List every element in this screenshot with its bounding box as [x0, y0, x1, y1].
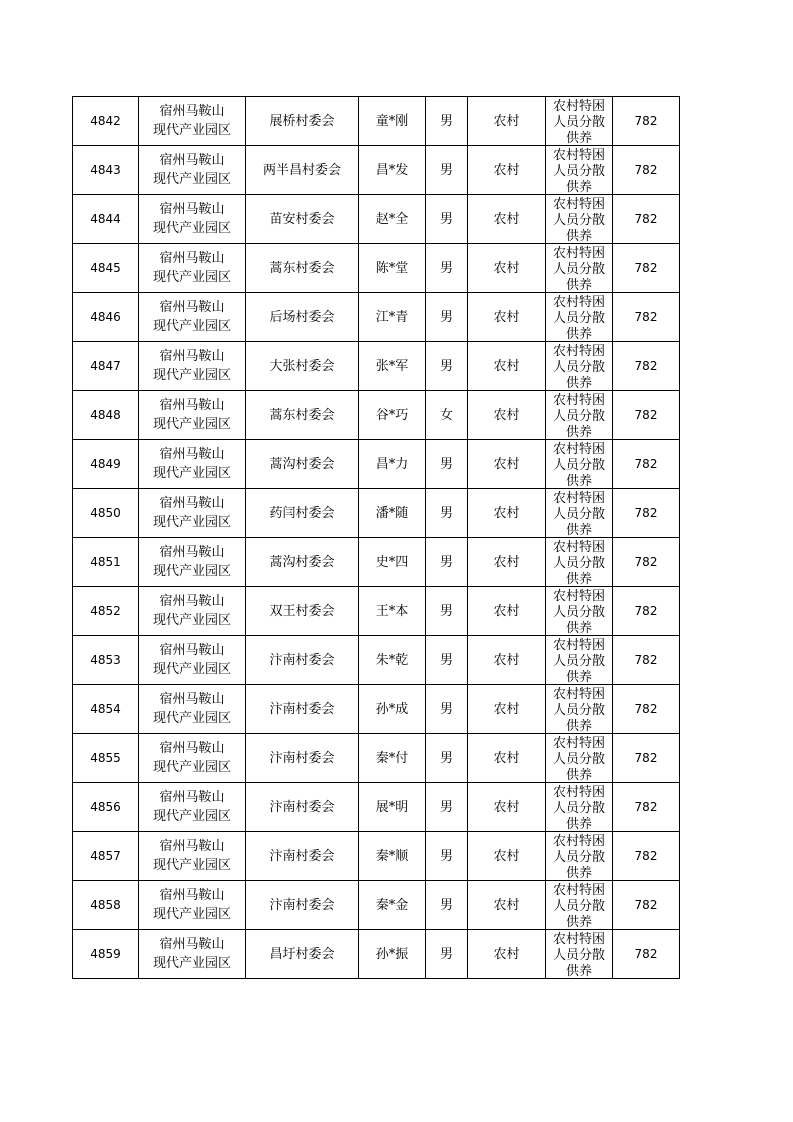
table-body	[73, 97, 680, 979]
village-committee-cell: 汴南村委会	[246, 881, 359, 930]
gender-cell: 男	[426, 734, 468, 783]
amount-cell: 782	[613, 342, 680, 391]
gender-cell: 男	[426, 783, 468, 832]
area-cell: 宿州马鞍山 现代产业园区	[139, 440, 246, 489]
support-category-text: 农村特困 人员分散 供养	[552, 490, 605, 537]
amount-cell: 782	[613, 587, 680, 636]
table-row	[73, 195, 680, 244]
village-committee-cell: 汴南村委会	[246, 685, 359, 734]
village-committee-cell: 后场村委会	[246, 293, 359, 342]
gender-cell: 男	[426, 146, 468, 195]
table-row	[73, 440, 680, 489]
village-committee-cell: 蒿沟村委会	[246, 538, 359, 587]
support-category-cell	[546, 489, 613, 538]
area-cell: 宿州马鞍山 现代产业园区	[139, 195, 246, 244]
support-category-text: 农村特困 人员分散 供养	[552, 98, 605, 145]
support-category-cell	[546, 195, 613, 244]
village-committee-cell: 汴南村委会	[246, 734, 359, 783]
table-row	[73, 685, 680, 734]
support-category-text: 农村特困 人员分散 供养	[552, 294, 605, 341]
household-type-cell: 农村	[468, 783, 546, 832]
row-number-cell: 4852	[73, 587, 139, 636]
recipient-name-cell: 展*明	[359, 783, 426, 832]
gender-cell: 男	[426, 636, 468, 685]
support-category-text: 农村特困 人员分散 供养	[552, 637, 605, 684]
household-type-cell: 农村	[468, 146, 546, 195]
table-row	[73, 97, 680, 146]
gender-cell: 男	[426, 881, 468, 930]
gender-cell: 男	[426, 440, 468, 489]
household-type-cell: 农村	[468, 685, 546, 734]
recipient-name-cell: 张*军	[359, 342, 426, 391]
amount-cell: 782	[613, 391, 680, 440]
support-category-cell	[546, 636, 613, 685]
amount-cell: 782	[613, 293, 680, 342]
area-cell: 宿州马鞍山 现代产业园区	[139, 489, 246, 538]
gender-cell: 男	[426, 685, 468, 734]
row-number-cell: 4842	[73, 97, 139, 146]
table-row	[73, 881, 680, 930]
village-committee-cell: 汴南村委会	[246, 832, 359, 881]
support-category-cell	[546, 685, 613, 734]
area-cell: 宿州马鞍山 现代产业园区	[139, 538, 246, 587]
gender-cell: 男	[426, 538, 468, 587]
gender-cell: 男	[426, 97, 468, 146]
area-cell: 宿州马鞍山 现代产业园区	[139, 734, 246, 783]
recipient-name-cell: 江*青	[359, 293, 426, 342]
table-row	[73, 538, 680, 587]
village-committee-cell: 蒿东村委会	[246, 391, 359, 440]
support-category-text: 农村特困 人员分散 供养	[552, 539, 605, 586]
amount-cell: 782	[613, 930, 680, 979]
household-type-cell: 农村	[468, 97, 546, 146]
area-cell: 宿州马鞍山 现代产业园区	[139, 146, 246, 195]
recipient-name-cell: 孙*振	[359, 930, 426, 979]
village-committee-cell: 昌圩村委会	[246, 930, 359, 979]
support-category-text: 农村特困 人员分散 供养	[552, 588, 605, 635]
area-cell: 宿州马鞍山 现代产业园区	[139, 244, 246, 293]
amount-cell: 782	[613, 685, 680, 734]
amount-cell: 782	[613, 538, 680, 587]
recipient-name-cell: 潘*随	[359, 489, 426, 538]
amount-cell: 782	[613, 881, 680, 930]
recipient-name-cell: 昌*发	[359, 146, 426, 195]
support-category-cell	[546, 930, 613, 979]
recipient-name-cell: 谷*巧	[359, 391, 426, 440]
recipient-name-cell: 孙*成	[359, 685, 426, 734]
area-cell: 宿州马鞍山 现代产业园区	[139, 587, 246, 636]
row-number-cell: 4854	[73, 685, 139, 734]
table-row	[73, 636, 680, 685]
support-category-cell	[546, 538, 613, 587]
row-number-cell: 4856	[73, 783, 139, 832]
amount-cell: 782	[613, 440, 680, 489]
household-type-cell: 农村	[468, 930, 546, 979]
household-type-cell: 农村	[468, 587, 546, 636]
village-committee-cell: 蒿东村委会	[246, 244, 359, 293]
amount-cell: 782	[613, 146, 680, 195]
gender-cell: 女	[426, 391, 468, 440]
support-category-text: 农村特困 人员分散 供养	[552, 147, 605, 194]
gender-cell: 男	[426, 489, 468, 538]
village-committee-cell: 汴南村委会	[246, 783, 359, 832]
household-type-cell: 农村	[468, 342, 546, 391]
village-committee-cell: 大张村委会	[246, 342, 359, 391]
village-committee-cell: 汴南村委会	[246, 636, 359, 685]
gender-cell: 男	[426, 293, 468, 342]
support-category-text: 农村特困 人员分散 供养	[552, 245, 605, 292]
household-type-cell: 农村	[468, 489, 546, 538]
support-category-text: 农村特困 人员分散 供养	[552, 392, 605, 439]
village-committee-cell: 两半昌村委会	[246, 146, 359, 195]
amount-cell: 782	[613, 244, 680, 293]
recipient-name-cell: 史*四	[359, 538, 426, 587]
recipient-name-cell: 陈*堂	[359, 244, 426, 293]
household-type-cell: 农村	[468, 881, 546, 930]
household-type-cell: 农村	[468, 391, 546, 440]
table-row	[73, 930, 680, 979]
village-committee-cell: 双王村委会	[246, 587, 359, 636]
household-type-cell: 农村	[468, 440, 546, 489]
area-cell: 宿州马鞍山 现代产业园区	[139, 783, 246, 832]
support-category-cell	[546, 342, 613, 391]
row-number-cell: 4844	[73, 195, 139, 244]
table-row	[73, 244, 680, 293]
area-cell: 宿州马鞍山 现代产业园区	[139, 881, 246, 930]
area-cell: 宿州马鞍山 现代产业园区	[139, 342, 246, 391]
row-number-cell: 4858	[73, 881, 139, 930]
row-number-cell: 4847	[73, 342, 139, 391]
row-number-cell: 4849	[73, 440, 139, 489]
support-category-cell	[546, 783, 613, 832]
table-row	[73, 587, 680, 636]
table-row	[73, 342, 680, 391]
area-cell: 宿州马鞍山 现代产业园区	[139, 97, 246, 146]
area-cell: 宿州马鞍山 现代产业园区	[139, 685, 246, 734]
row-number-cell: 4843	[73, 146, 139, 195]
area-cell: 宿州马鞍山 现代产业园区	[139, 636, 246, 685]
gender-cell: 男	[426, 244, 468, 293]
support-category-cell	[546, 734, 613, 783]
row-number-cell: 4845	[73, 244, 139, 293]
table-row	[73, 734, 680, 783]
gender-cell: 男	[426, 342, 468, 391]
support-category-text: 农村特困 人员分散 供养	[552, 931, 605, 978]
row-number-cell: 4857	[73, 832, 139, 881]
support-category-cell	[546, 881, 613, 930]
support-category-cell	[546, 293, 613, 342]
area-cell: 宿州马鞍山 现代产业园区	[139, 293, 246, 342]
household-type-cell: 农村	[468, 832, 546, 881]
recipient-name-cell: 秦*付	[359, 734, 426, 783]
recipient-name-cell: 童*刚	[359, 97, 426, 146]
area-cell: 宿州马鞍山 现代产业园区	[139, 832, 246, 881]
row-number-cell: 4851	[73, 538, 139, 587]
village-committee-cell: 展桥村委会	[246, 97, 359, 146]
relief-recipients-table	[72, 96, 680, 979]
support-category-text: 农村特困 人员分散 供养	[552, 196, 605, 243]
support-category-cell	[546, 391, 613, 440]
household-type-cell: 农村	[468, 195, 546, 244]
amount-cell: 782	[613, 636, 680, 685]
table-row	[73, 832, 680, 881]
support-category-text: 农村特困 人员分散 供养	[552, 784, 605, 831]
amount-cell: 782	[613, 489, 680, 538]
recipient-name-cell: 王*本	[359, 587, 426, 636]
household-type-cell: 农村	[468, 244, 546, 293]
support-category-text: 农村特困 人员分散 供养	[552, 882, 605, 929]
recipient-name-cell: 昌*力	[359, 440, 426, 489]
area-cell: 宿州马鞍山 现代产业园区	[139, 930, 246, 979]
row-number-cell: 4846	[73, 293, 139, 342]
support-category-text: 农村特困 人员分散 供养	[552, 343, 605, 390]
table-row	[73, 391, 680, 440]
gender-cell: 男	[426, 195, 468, 244]
support-category-cell	[546, 244, 613, 293]
household-type-cell: 农村	[468, 538, 546, 587]
village-committee-cell: 蒿沟村委会	[246, 440, 359, 489]
amount-cell: 782	[613, 195, 680, 244]
table-row	[73, 489, 680, 538]
table-row	[73, 293, 680, 342]
support-category-text: 农村特困 人员分散 供养	[552, 833, 605, 880]
amount-cell: 782	[613, 783, 680, 832]
row-number-cell: 4859	[73, 930, 139, 979]
amount-cell: 782	[613, 832, 680, 881]
support-category-cell	[546, 146, 613, 195]
amount-cell: 782	[613, 734, 680, 783]
area-cell: 宿州马鞍山 现代产业园区	[139, 391, 246, 440]
gender-cell: 男	[426, 930, 468, 979]
household-type-cell: 农村	[468, 734, 546, 783]
row-number-cell: 4853	[73, 636, 139, 685]
row-number-cell: 4850	[73, 489, 139, 538]
support-category-text: 农村特困 人员分散 供养	[552, 735, 605, 782]
household-type-cell: 农村	[468, 636, 546, 685]
recipient-name-cell: 赵*全	[359, 195, 426, 244]
support-category-cell	[546, 440, 613, 489]
recipient-name-cell: 朱*乾	[359, 636, 426, 685]
row-number-cell: 4855	[73, 734, 139, 783]
amount-cell: 782	[613, 97, 680, 146]
table-row	[73, 783, 680, 832]
support-category-cell	[546, 97, 613, 146]
gender-cell: 男	[426, 587, 468, 636]
recipient-name-cell: 秦*顺	[359, 832, 426, 881]
table-row	[73, 146, 680, 195]
support-category-cell	[546, 832, 613, 881]
village-committee-cell: 苗安村委会	[246, 195, 359, 244]
support-category-text: 农村特困 人员分散 供养	[552, 686, 605, 733]
recipient-name-cell: 秦*金	[359, 881, 426, 930]
support-category-text: 农村特困 人员分散 供养	[552, 441, 605, 488]
row-number-cell: 4848	[73, 391, 139, 440]
gender-cell: 男	[426, 832, 468, 881]
household-type-cell: 农村	[468, 293, 546, 342]
support-category-cell	[546, 587, 613, 636]
village-committee-cell: 药闫村委会	[246, 489, 359, 538]
